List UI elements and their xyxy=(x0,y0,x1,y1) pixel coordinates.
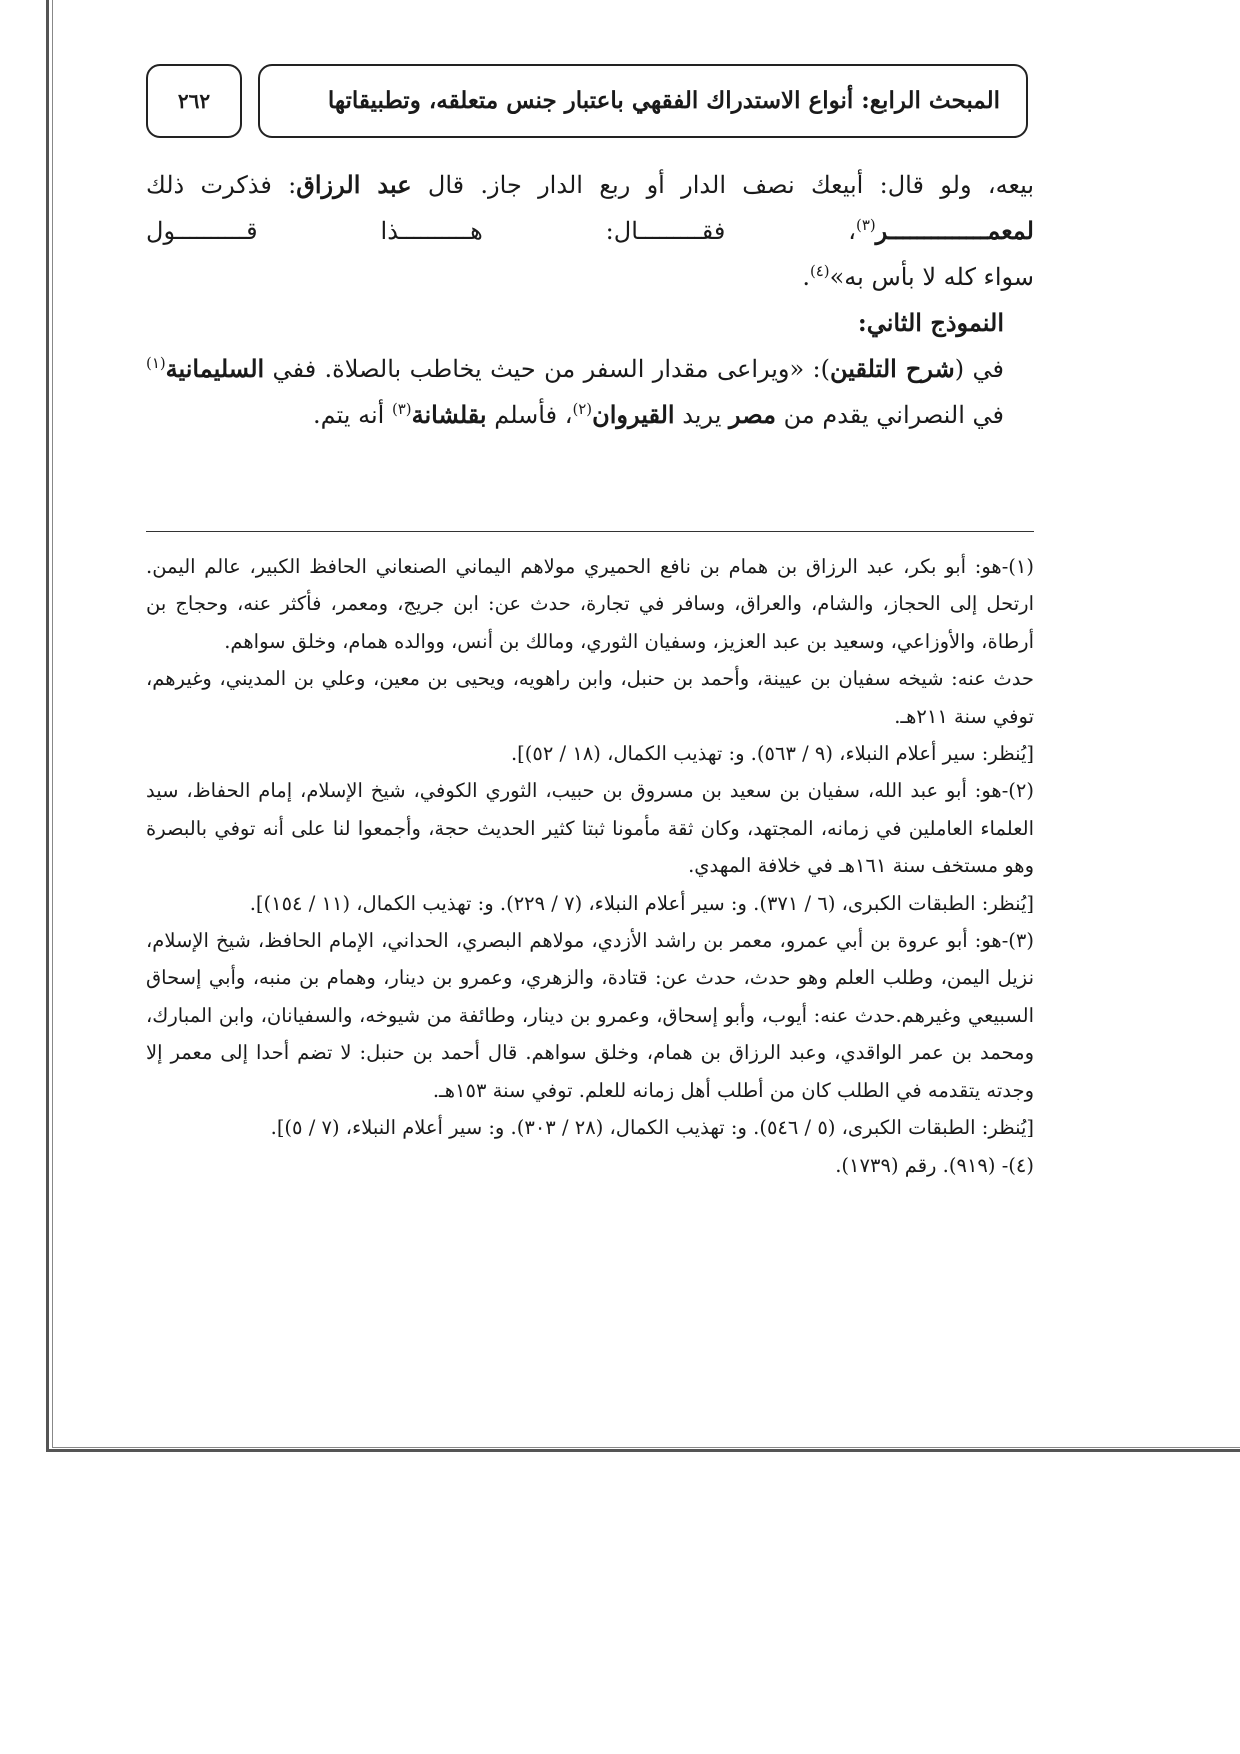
main-line-3: سواء كله لا بأس به»$^{(٤)}$. xyxy=(802,262,1034,291)
bold-place-qalshana: بقلشانة xyxy=(411,400,487,429)
footnote-1-ref: [يُنظر: سير أعلام النبلاء، (٩ / ٥٦٣). و: تهذيب الكمال، (١٨ / ٥٢)]. xyxy=(510,742,1034,766)
footnote-ref: (٤) xyxy=(809,262,830,280)
bold-term-sulaymaniyya: السليمانية xyxy=(165,354,265,383)
main-text-block xyxy=(146,162,1034,438)
bold-place-misr: مصر xyxy=(729,400,776,429)
bold-name-abdulrazzaq: عبد الرزاق xyxy=(296,170,412,199)
footnote-3-ref: [يُنظر: الطبقات الكبرى، (٥ / ٥٤٦). و: تهذيب الكمال، (٢٨ / ٣٠٣). و: سير أعلام النبلاء، (٧ / ٥)]. xyxy=(270,1116,1034,1140)
footnotes-block xyxy=(146,548,1034,1184)
main-line-2: لمعمــــــــــــــر$^{(٣)}$، فقـــــــــال: هــــــــــذا قــــــــــول xyxy=(146,216,1034,245)
footnote-ref: (٣) xyxy=(856,216,876,234)
page-number: ٢٦٢ xyxy=(146,64,242,138)
footnote-ref: (١) xyxy=(146,354,166,372)
bold-book-title: شرح التلقين xyxy=(830,354,955,383)
footnote-4: (٤)- (٩١٩). رقم (١٧٣٩). xyxy=(835,1153,1034,1177)
bold-place-qayrawan: القيروان xyxy=(592,400,675,429)
footnote-3: (٣)-هو: أبو عروة بن أبي عمرو، معمر بن راشد الأزدي، مولاهم البصري، الحداني، الإمام الحافظ، شيخ الإسلام، نزيل اليمن، وطلب العلم وهو حدث، حدث عن: قتادة، والزهري، وعمرو بن دينار، وهمام بن منبه، وأبي إسحاق السبيعي وغيرهم.حدث عنه: أيوب، وأبو إسحاق، وعمرو بن دينار، وطائفة من شيوخه، والسفيانان، وابن المبارك، ومحمد بن عمر الواقدي، وعبد الرزاق بن همام، وخلق سواهم. قال أحمد بن حنبل: لا تضم أحدا إلى معمر إلا وجدته يتقدمه في الطلب كان من أطلب أهل زمانه للعلم. توفي سنة ١٥٣هـ. xyxy=(146,929,1034,1102)
footnote-divider xyxy=(146,531,1034,532)
main-paragraph-2: في (شرح التلقين): «ويراعى مقدار السفر من حيث يخاطب بالصلاة. ففي السليمانية$^{(١)}$ في النصراني يقدم من مصر يريد القيروان$^{(٢)}$، فأسلم بقلشانة$^{(٣)}$ أنه يتم. xyxy=(146,354,1004,429)
footnote-1-cont: حدث عنه: شيخه سفيان بن عيينة، وأحمد بن حنبل، وابن راهويه، ويحيى بن معين، وعلي بن المديني، وغيرهم، توفي سنة ٢١١هـ. xyxy=(146,667,1034,728)
footnote-ref: (٢) xyxy=(572,400,593,418)
running-header-title: المبحث الرابع: أنواع الاستدراك الفقهي باعتبار جنس متعلقه، وتطبيقاتها xyxy=(258,64,1028,138)
main-line-1: بيعه، ولو قال: أبيعك نصف الدار أو ربع الدار جاز. قال عبد الرزاق: فذكرت ذلك xyxy=(146,170,1035,199)
footnote-1: (١)-هو: أبو بكر، عبد الرزاق بن همام بن نافع الحميري مولاهم اليماني الصنعاني الحافظ الكبير، عالم اليمن. ارتحل إلى الحجاز، والشام، والعراق، وسافر في تجارة، حدث عن: ابن جريج، ومعمر، فأكثر عنه، وحجاج بن أرطاة، والأوزاعي، وسعيد بن عبد العزيز، وسفيان الثوري، ومالك بن أنس، ووالده همام، وخلق سواهم. xyxy=(146,555,1034,653)
bold-name-mamar: لمعمــــــــــــــر xyxy=(875,216,1034,245)
footnote-2: (٢)-هو: أبو عبد الله، سفيان بن سعيد بن مسروق بن حبيب، الثوري الكوفي، شيخ الإسلام، إمام الحفاظ، سيد العلماء العاملين في زمانه، المجتهد، وكان ثقة مأمونا ثبتا كثير الحديث حجة، وأجمعوا لنا على أنه توفي بالبصرة وهو مستخف سنة ١٦١هـ في خلافة المهدي. xyxy=(146,779,1034,878)
footnote-2-ref: [يُنظر: الطبقات الكبرى، (٦ / ٣٧١). و: سير أعلام النبلاء، (٧ / ٢٢٩). و: تهذيب الكمال، (١١ / ١٥٤)]. xyxy=(249,891,1034,915)
footnote-ref: (٣) xyxy=(391,400,412,418)
section-heading: النموذج الثاني: xyxy=(857,308,1004,337)
